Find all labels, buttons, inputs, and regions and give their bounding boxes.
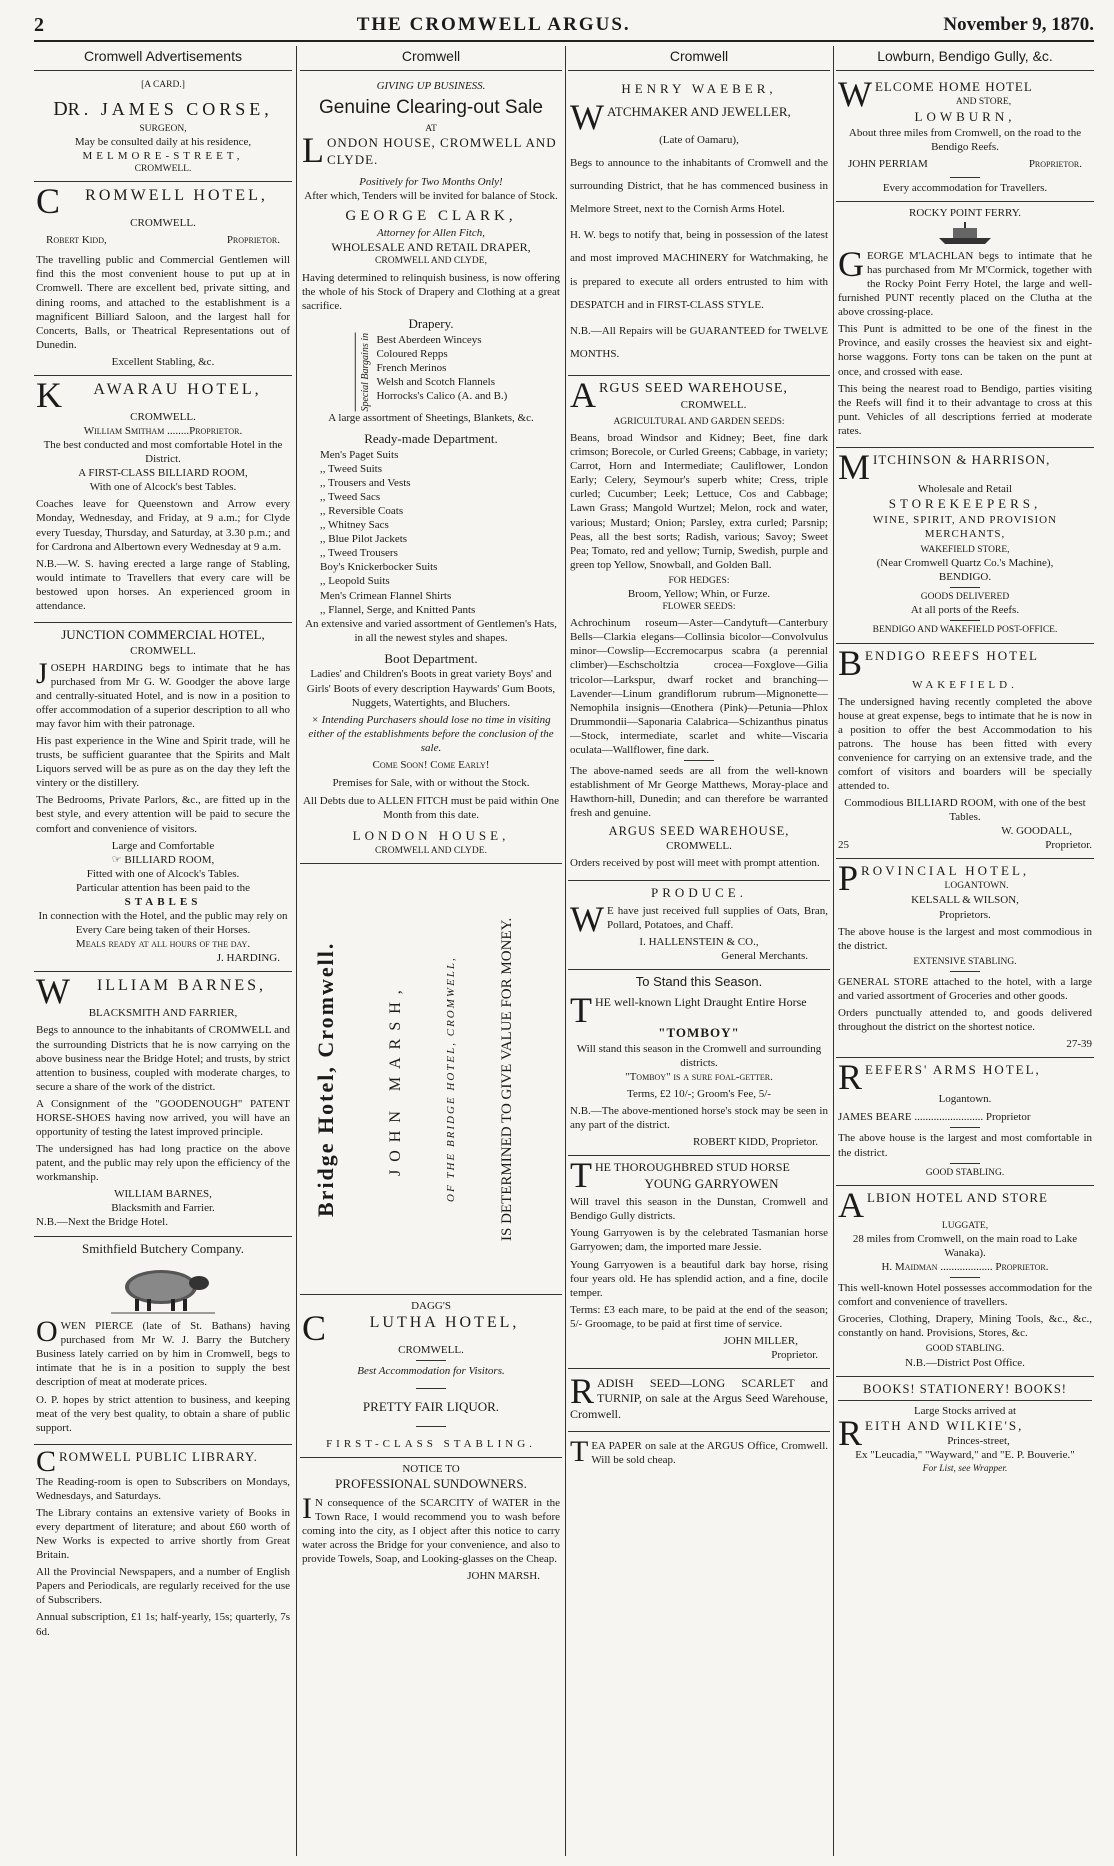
ad-reefers-arms	[836, 1058, 1094, 1185]
ad-title: GEORGE CLARK,	[345, 207, 517, 224]
ad-title: ROCKY POINT FERRY.	[909, 206, 1021, 219]
ad-books	[836, 1377, 1094, 1481]
ad-title: HE THOROUGHBRED STUD HORSE	[595, 1160, 790, 1175]
ad-body: Achrochinum roseum—Aster—Candytuft—Canterbury Bells—Clarkia elegans—Collinsia bicolor—Convolvulus minor—Cowslip—Eccremocarpus scabra (a perennial climber)—Eschscholtzia crocea—Foxglove—Gilia tricolor—Larkspur, dwarf rocket and branching—Lavender—Linum grandiflorum rubrum—Mignonette—Nemophila insignis—Œnothera (Pink)—Petunia—Phlox Drummondii—Saponaria Calabrica—Schizanthus pinatus—Stock, intermediate, scarlet and white—Viscaria oculata—Wallflower, fine dark.	[570, 617, 828, 756]
ad-body: Young Garryowen is a beautiful dark bay horse, rising four years old. He has splendid action, and a fine, docile temper.	[570, 1258, 828, 1299]
drop-cap: B	[838, 642, 863, 683]
ad-body: The undersigned has had long practice on the above patent, and the public may rely upon the efficiency of the workmanship.	[36, 1143, 290, 1184]
ad-line: A FIRST-CLASS BILLIARD ROOM,	[78, 467, 248, 480]
divider	[950, 1127, 980, 1128]
hotel-town: LOWBURN,	[914, 108, 1016, 124]
hotel-town: CROMWELL.	[130, 410, 196, 423]
ad-title: ILLIAM BARNES,	[96, 977, 267, 995]
ad-line: About three miles from Cromwell, on the road to the Bendigo Reefs.	[848, 126, 1082, 153]
list-item: ,, Tweed Sacs	[320, 490, 381, 503]
drop-cap: P	[838, 858, 859, 899]
column-heading: Lowburn, Bendigo Gully, &c.	[836, 46, 1094, 71]
ad-waeber	[568, 75, 830, 376]
page-number: 2	[34, 13, 44, 36]
ad-number: 27-39	[1066, 1038, 1092, 1051]
ad-line: STOREKEEPERS,	[888, 496, 1042, 512]
ad-body: Beans, broad Windsor and Kidney; Beet, fine dark crimson; Borecole, or Curled Greens; Cabbage, in variety; Carrot, Horn and Intermediate; Cauliflower, London Early; Celery, Seymour's superb white; Cress, triple curled; Cucumber; Leek; Lettuce, Cos and Cabbage; Lawn Grass; Mangold Wurtzel; Melon, rock and water, various; Mustard; Onion; Parsley, extra curled; Parsnip; Peas, all the best sorts; Radish, various; Savoy; Sweet Pea; Tomato, red and yellow; Turnip, Swedish, purple and green top Yellow, Snowball, and Golden Ball.	[570, 432, 828, 571]
divider	[950, 1277, 980, 1278]
hotel-town: Logantown.	[938, 1093, 992, 1106]
ad-albion	[836, 1186, 1094, 1377]
hotel-title: ROVINCIAL HOTEL,	[861, 863, 1030, 879]
signature: WILLIAM BARNES,	[114, 1188, 212, 1201]
ad-body: E have just received full supplies of Oats, Bran, Pollard, Potatoes, and Chaff.	[606, 905, 828, 932]
ad-line: Large Stocks arrived at	[913, 1404, 1017, 1417]
signature: ROBERT KIDD, Proprietor.	[692, 1136, 818, 1149]
drop-cap: R	[838, 1057, 863, 1098]
ad-line: NOTICE TO	[402, 1462, 460, 1475]
ad-title: PROFESSIONAL SUNDOWNERS.	[335, 1476, 527, 1492]
bridge-keeper: JOHN MARSH,	[387, 982, 404, 1176]
proprietor-name: KELSALL & WILSON,	[911, 894, 1019, 907]
divider	[416, 1426, 446, 1427]
ad-body: The above house is the largest and most commodious in the district.	[838, 925, 1092, 952]
ad-body: EORGE M'LACHLAN begs to intimate that he has purchased from Mr M'Cormick, together with the Rocky Point Ferry Hotel, the large and well-furnished PUNT recently placed on the Clutha at the above crossing-place.	[838, 249, 1092, 319]
drop-cap: D	[53, 98, 68, 121]
ad-line: AND STORE,	[955, 96, 1012, 107]
bridge-slogan: IS DETERMINED TO GIVE VALUE FOR MONEY.	[499, 917, 515, 1241]
drop-cap: A	[838, 1184, 864, 1225]
proprietor-name: Robert Kidd,	[46, 234, 107, 247]
ad-line: WHOLESALE AND RETAIL DRAPER,	[331, 240, 531, 255]
ad-line: Positively for Two Months Only!	[359, 175, 503, 188]
ad-line: After which, Tenders will be invited for balance of Stock.	[304, 189, 558, 202]
ad-body: Having determined to relinquish business, is now offering the whole of his Stock of Drapery and Clothing at a great sacrifice.	[302, 271, 560, 312]
drop-cap: M	[838, 446, 871, 487]
column-divider	[565, 46, 566, 1856]
ad-bridge-hotel	[300, 864, 562, 1295]
ad-title: RGUS SEED WAREHOUSE,	[599, 380, 788, 396]
ad-line: Terms, £2 10/-; Groom's Fee, 5/-	[627, 1087, 771, 1100]
drop-cap: G	[838, 243, 864, 284]
ad-line: "Tomboy" is a sure foal-getter.	[625, 1070, 773, 1083]
ad-body: Will travel this season in the Dunstan, Cromwell and Bendigo Gully districts.	[570, 1196, 828, 1223]
ad-line: With one of Alcock's best Tables.	[89, 481, 237, 494]
ad-tomboy	[568, 970, 830, 1156]
ad-line: For List, see Wrapper.	[922, 1463, 1008, 1474]
list-item: ,, Tweed Trousers	[320, 547, 398, 560]
ad-line: Commodious BILLIARD ROOM, with one of the best Tables.	[844, 797, 1086, 824]
ad-body: OSEPH HARDING begs to intimate that he has purchased from Mr G. W. Goodger the above large and centrally-situated Hotel, and is now in a position to offer accommodation of a superior description to all who may favor him with their patronage.	[36, 661, 290, 731]
list-item: Boy's Knickerbocker Suits	[320, 561, 438, 574]
ad-line: Ex "Leucadia," "Wayward," and "E. P. Bouverie."	[855, 1449, 1075, 1462]
bridge-subtitle: OF THE BRIDGE HOTEL, CROMWELL,	[445, 956, 457, 1202]
ad-body: Begs to announce to the inhabitants of Cromwell and the surrounding District, that he has commenced business in Melmore Street, next to the Cornish Arms Hotel.	[570, 157, 828, 216]
ad-line: GOODS DELIVERED	[920, 592, 1010, 603]
hotel-title: ENDIGO REEFS HOTEL	[865, 647, 1039, 663]
divider	[950, 587, 980, 588]
signature: I. HALLENSTEIN & CO.,	[639, 936, 759, 949]
list-item: Horrocks's Calico (A. and B.)	[376, 389, 508, 402]
ad-line: Attorney for Allen Fitch,	[377, 227, 485, 240]
ad-title: HENRY WAEBER,	[621, 80, 777, 96]
hotel-title: LBION HOTEL AND STORE	[867, 1189, 1048, 1205]
ad-junction-hotel	[34, 623, 292, 972]
list-item: Best Aberdeen Winceys	[376, 333, 482, 346]
ad-body: The Bedrooms, Private Parlors, &c., are fitted up in the best style, and every attention will be paid to secure the comfort and convenience of visitors.	[36, 794, 290, 835]
ad-garryowen	[568, 1156, 830, 1369]
ad-title: EITH AND WILKIE'S,	[865, 1417, 1024, 1433]
divider	[950, 620, 980, 621]
drop-cap: T	[570, 1155, 592, 1196]
drop-cap: C	[36, 181, 61, 222]
hotel-town: WAKEFIELD.	[912, 678, 1018, 691]
drapery-list	[302, 333, 560, 412]
ready-made-list	[302, 448, 560, 617]
ad-body: This being the nearest road to Bendigo, parties visiting the Reefs will find it to their advantage to cross at this punt. Vehicles of all descriptions ferried at moderate rates.	[838, 382, 1092, 437]
ad-body: Begs to announce to the inhabitants of CROMWELL and the surrounding Districts that he is now carrying on the above business near the Bridge Hotel; and trusts, by strict attention to business, coupled with moderate charges, to secure a share of the work of the district.	[36, 1024, 290, 1093]
ad-headline: Genuine Clearing-out Sale	[319, 96, 543, 118]
column-2	[300, 46, 562, 1856]
ad-line: Premises for Sale, with or without the Stock.	[332, 776, 530, 789]
section-heading: FOR HEDGES:	[668, 575, 730, 586]
ad-note: × Intending Purchasers should lose no time in visiting either of the establishments before the conclusion of the sale.	[308, 713, 554, 754]
drop-cap: C	[36, 1444, 57, 1478]
ad-body: EA PAPER on sale at the ARGUS Office, Cromwell. Will be sold cheap.	[591, 1440, 828, 1467]
ad-body: H. W. begs to notify that, being in possession of the latest and most improved MACHINERY for Watchmaking, he is prepared to execute all orders entrusted to him with DESPATCH and in FIRST-CLASS STYLE.	[570, 229, 828, 311]
ad-note: N.B.—District Post Office.	[905, 1356, 1025, 1369]
ad-body: WEN PIERCE (late of St. Bathans) having purchased from Mr W. J. Barry the Butchery Business lately carried on by him in Cromwell, begs to intimate that he is in a position to supply the best description of meat at moderate prices.	[36, 1320, 290, 1389]
ad-line: Every accommodation for Travellers.	[882, 181, 1048, 194]
section-heading: Ready-made Department.	[364, 431, 498, 447]
drop-cap: R	[570, 1371, 595, 1412]
horse-name: YOUNG GARRYOWEN	[644, 1175, 779, 1191]
drop-cap: W	[838, 73, 872, 114]
ad-library	[34, 1445, 292, 1648]
ad-corse	[34, 75, 292, 182]
ad-footer: CROMWELL.	[666, 840, 732, 853]
hotel-title: EEFERS' ARMS HOTEL,	[865, 1062, 1041, 1078]
list-item: Men's Paget Suits	[320, 448, 399, 461]
ad-subtitle: ATCHMAKER AND JEWELLER,	[606, 104, 791, 120]
corse-town: CROMWELL.	[134, 163, 192, 174]
newspaper-title: THE CROMWELL ARGUS.	[356, 14, 631, 35]
drop-cap: R	[838, 1412, 863, 1453]
ad-line: A large assortment of Sheetings, Blankets, &c.	[328, 412, 534, 425]
section-heading: Drapery.	[408, 315, 454, 331]
ad-line: Best Accommodation for Visitors.	[357, 1365, 505, 1378]
ad-produce	[568, 881, 830, 971]
ad-subtitle: BLACKSMITH AND FARRIER,	[88, 1007, 238, 1020]
ad-line: BENDIGO.	[938, 571, 992, 584]
drop-cap: I	[302, 1491, 312, 1525]
ad-line: AT	[425, 124, 437, 135]
ad-title: To Stand this Season.	[635, 974, 763, 990]
section-heading: AGRICULTURAL AND GARDEN SEEDS:	[613, 416, 785, 427]
ad-line: CROMWELL AND CLYDE,	[375, 256, 487, 267]
ad-footer: Excellent Stabling, &c.	[111, 355, 215, 368]
ad-body: His past experience in the Wine and Spirit trade, will he trusts, be sufficient guarantee that the Spirits and Malt Liquors served will be as pure as on the day they left the vintery or the distillery.	[36, 735, 290, 790]
corse-line: May be consulted daily at his residence,	[74, 135, 252, 148]
ad-body: Young Garryowen is by the celebrated Tasmanian horse Garryowen; dam, the imported mare Jessie.	[570, 1227, 828, 1254]
ad-cromwell-hotel	[34, 182, 292, 376]
signature: W. GOODALL,	[1001, 825, 1072, 838]
divider	[416, 1360, 446, 1361]
column-heading: Cromwell	[568, 46, 830, 71]
column-1	[34, 46, 292, 1856]
divider	[950, 1163, 980, 1164]
ferry-punt-icon	[935, 222, 995, 246]
sheep-icon	[103, 1261, 223, 1315]
ad-line: Come Soon! Come Early!	[372, 758, 490, 771]
drop-cap: L	[302, 130, 324, 171]
ad-body: Orders punctually attended to, and goods delivered throughout the district on the shortest notice.	[838, 1007, 1092, 1034]
proprietor-role: Proprietor.	[226, 234, 280, 247]
hotel-title: ROMWELL HOTEL,	[85, 187, 268, 205]
ad-line: DAGG'S	[411, 1300, 451, 1312]
ad-body: All the Provincial Newspapers, and a number of English Papers and Periodicals, are regularly received for the use of Subscribers.	[36, 1566, 290, 1607]
ad-title: ITCHINSON & HARRISON,	[873, 451, 1051, 467]
drop-cap: W	[570, 899, 604, 940]
divider	[684, 760, 714, 761]
column-4	[836, 46, 1094, 1856]
signature: Blacksmith and Farrier.	[111, 1202, 215, 1215]
ad-body: The travelling public and Commercial Gentlemen will find this the most convenient house to put up at in Cromwell. There are excellent bed, private sitting, and dining rooms, and attached to the establishment is a magnificent Billiard Saloon, and the largest hall for Concerts, Balls, or Theatrical Representations out of Dunedin.	[36, 254, 290, 351]
ad-line: BILLIARD ROOM,	[124, 853, 215, 866]
ad-line: Will stand this season in the Cromwell and surrounding districts.	[576, 1042, 822, 1069]
ad-note: N.B.—All Repairs will be GUARANTEED for TWELVE MONTHS.	[570, 324, 828, 360]
horse-name: "TOMBOY"	[658, 1025, 740, 1041]
signature: J. HARDING.	[216, 952, 280, 965]
ad-body: The undersigned having recently completed the above house at great expense, begs to intimate that he is now in a position to offer the best Accommodation to his patrons. The house has been fitted with every convenience for carrying on an extensive trade, and the comfort of visitors and boarders will be specially attended to.	[838, 695, 1092, 793]
proprietor-name: H. Maidman ................... Proprietor.	[881, 1261, 1049, 1274]
list-item: ,, Reversible Coats	[320, 505, 404, 518]
ad-provincial	[836, 859, 1094, 1058]
proprietor-role: Proprietors.	[939, 908, 991, 921]
list-item: Welsh and Scotch Flannels	[376, 375, 496, 388]
ad-line: Particular attention has been paid to the	[75, 881, 251, 894]
list-item: ,, Leopold Suits	[320, 575, 390, 588]
list-item: ,, Trousers and Vests	[320, 476, 411, 489]
signature: Proprietor.	[1045, 839, 1092, 852]
list-item: Men's Crimean Flannel Shirts	[320, 589, 452, 602]
ad-body: The above house is the largest and most comfortable in the district.	[838, 1132, 1092, 1159]
ad-body: This Punt is admitted to be one of the finest in the Province, and easily crosses the heaviest six and eight-horse waggons. Forty tons can be taken on the punt at once, and crossed with ease.	[838, 323, 1092, 378]
bridge-hotel-title: Bridge Hotel, Cromwell.	[313, 941, 338, 1217]
ad-note: N.B.—Next the Bridge Hotel.	[36, 1216, 168, 1229]
ad-radish	[568, 1369, 830, 1432]
ad-line: GOOD STABLING.	[925, 1167, 1005, 1178]
ad-line: Large and Comfortable	[111, 839, 215, 852]
ad-line: STABLES	[124, 895, 202, 908]
signature: Proprietor.	[771, 1349, 818, 1361]
ad-tea-paper	[568, 1432, 830, 1476]
ad-footer: ARGUS SEED WAREHOUSE,	[608, 824, 790, 839]
column-3	[568, 46, 830, 1856]
ad-line: EXTENSIVE STABLING.	[913, 956, 1017, 967]
drop-cap: O	[36, 1315, 58, 1349]
ad-title: PRODUCE.	[651, 884, 747, 900]
ad-note: Orders received by post will meet with prompt attention.	[570, 857, 820, 870]
ad-body: This well-known Hotel possesses accommodation for the comfort and convenience of travellers.	[838, 1282, 1092, 1309]
ad-line: Princes-street,	[947, 1435, 1010, 1448]
ad-footer: CROMWELL AND CLYDE.	[375, 845, 487, 856]
ad-body: ADISH SEED—LONG SCARLET and TURNIP, on sale at the Argus Seed Warehouse, Cromwell.	[570, 1376, 828, 1421]
ad-note: N.B.—The above-mentioned horse's stock may be seen in any part of the district.	[570, 1105, 828, 1132]
ad-line: Meals ready at all hours of the day.	[75, 938, 251, 951]
column-divider	[833, 46, 834, 1856]
masthead	[34, 10, 1094, 42]
divider	[416, 1388, 446, 1389]
ad-body: A Consignment of the "GOODENOUGH" PATENT HORSE-SHOES having now arrived, you will have an opportunity of testing the latest improved principle.	[36, 1097, 290, 1138]
hotel-town: LOGANTOWN.	[944, 881, 1009, 892]
ad-title: BOOKS! STATIONERY! BOOKS!	[838, 1381, 1092, 1401]
divider	[950, 971, 980, 972]
ad-sundowners	[300, 1458, 562, 1589]
drop-cap: C	[302, 1308, 327, 1349]
proprietor-name: JOHN PERRIAM	[848, 157, 928, 170]
ad-butchery	[34, 1237, 292, 1445]
ad-body: Terms: £3 each mare, to be paid at the end of the season; 5/- Groomage, to be paid at first time of service.	[570, 1303, 828, 1330]
ad-mitchinson	[836, 448, 1094, 644]
ad-fitch-sale	[300, 75, 562, 864]
corse-name	[36, 97, 290, 123]
ad-body: The Reading-room is open to Subscribers on Mondays, Wednesdays, and Saturdays.	[36, 1475, 290, 1502]
ad-line: Fitted with one of Alcock's Tables.	[86, 867, 240, 880]
hotel-title: LUTHA HOTEL,	[369, 1314, 520, 1332]
ad-body: O. P. hopes by strict attention to business, and keeping meat of the very best quality, to obtain a share of public support.	[36, 1393, 290, 1434]
ad-line: An extensive and varied assortment of Gentlemen's Hats, in all the newest styles and shapes.	[305, 617, 557, 644]
drop-cap: K	[36, 374, 62, 415]
ad-line: WAKEFIELD STORE,	[920, 544, 1010, 555]
ad-body: N consequence of the SCARCITY of WATER in the Town Race, I would recommend you to wash before coming into the city, as I object after this notice to carry water across the Bridge for your convenience, and also to provide Towels, Soap, and Looking-glasses on the Cheap.	[302, 1496, 560, 1565]
ad-line: CROMWELL.	[680, 398, 747, 411]
hotel-town: CROMWELL.	[130, 644, 196, 657]
ad-line: In connection with the Hotel, and the public may rely on	[38, 910, 288, 923]
corse-street: MELMORE-STREET,	[82, 149, 244, 162]
section-heading: FLOWER SEEDS:	[662, 602, 736, 613]
ad-line: (Late of Oamaru),	[659, 134, 739, 147]
hotel-title: AWARAU HOTEL,	[93, 380, 262, 398]
ad-title: ROMWELL PUBLIC LIBRARY.	[59, 1448, 258, 1464]
proprietor-name: William Smitham ........Proprietor.	[83, 424, 243, 437]
ad-argus-seed	[568, 376, 830, 881]
proprietor-name: JAMES BEARE ......................... Proprietor	[838, 1111, 1031, 1124]
list-item: ,, Flannel, Serge, and Knitted Pants	[320, 603, 476, 616]
ad-line: Wholesale and Retail	[917, 482, 1013, 495]
drop-cap: J	[36, 656, 48, 690]
ad-line: WINE, SPIRIT, AND PROVISION MERCHANTS,	[872, 513, 1058, 540]
hotel-town: CROMWELL.	[130, 217, 196, 230]
ad-kicker: GIVING UP BUSINESS.	[376, 79, 486, 92]
ad-line: Broom, Yellow; Whin, or Furze.	[627, 588, 771, 601]
bracket-label: Special Bargains in	[355, 333, 373, 412]
ad-note: The above-named seeds are all from the well-known establishment of Mr George Matthews, Moray-place and Hawthorn-hill, Dunedin; and can therefore be warranted fresh and genuine.	[570, 765, 828, 820]
ad-body: Ladies' and Children's Boots in great variety Boys' and Girls' Boots of every description Haywards' Gum Boots, Nuggets, Watertights, and Bluchers.	[306, 668, 556, 709]
name-text: R. JAMES CORSE,	[67, 99, 273, 120]
hotel-title: ELCOME HOME HOTEL	[874, 78, 1033, 94]
column-heading: Cromwell	[300, 46, 562, 71]
list-item: Coloured Repps	[376, 347, 448, 360]
column-divider	[296, 46, 297, 1856]
hotel-title: JUNCTION COMMERCIAL HOTEL,	[61, 627, 265, 642]
list-item: French Merinos	[376, 361, 447, 374]
ad-line: BENDIGO AND WAKEFIELD POST-OFFICE.	[872, 625, 1058, 636]
card-label: [A CARD.]	[141, 79, 185, 90]
ad-clutha-hotel	[300, 1295, 562, 1458]
ad-kawarau	[34, 376, 292, 623]
ad-body: Coaches leave for Queenstown and Arrow every Monday, Wednesday, and Friday, at 9 a.m.; for Clyde every Tuesday, Thursday, and Saturday, at 3.30 p.m.; and for Cardrona and Albertown every Wednesday at 9 a.m.	[36, 498, 290, 553]
ad-line: (Near Cromwell Quartz Co.'s Machine),	[876, 556, 1054, 569]
ad-note: N.B.—W. S. having erected a large range of Stabling, would intimate to Travellers that every care will be bestowed upon horses. An experienced groom in attendance.	[36, 557, 290, 612]
list-item: ,, Whitney Sacs	[320, 519, 389, 532]
corse-role: SURGEON,	[139, 123, 187, 134]
ad-line: GOOD STABLING.	[925, 1344, 1005, 1355]
signature: General Merchants.	[721, 950, 808, 963]
ad-welcome-home	[836, 75, 1094, 202]
ad-number: 25	[838, 839, 849, 852]
ad-line: At all ports of the Reefs.	[910, 604, 1020, 617]
signature: JOHN MARSH.	[467, 1570, 540, 1583]
ad-line: All Debts due to ALLEN FITCH must be paid within One Month from this date.	[302, 795, 560, 822]
ad-body: Groceries, Clothing, Drapery, Mining Tools, &c., &c., constantly on hand. Provisions, Stores, &c.	[838, 1313, 1092, 1340]
ad-line: FIRST-CLASS STABLING.	[326, 1437, 536, 1450]
ad-line: The best conducted and most comfortable Hotel in the District.	[43, 439, 283, 466]
drop-cap: A	[570, 374, 596, 415]
proprietor-role: Proprietor.	[1028, 157, 1082, 170]
ad-bendigo-reefs	[836, 644, 1094, 860]
column-heading: Cromwell Advertisements	[34, 46, 292, 71]
drop-cap: W	[36, 971, 70, 1012]
list-item: ,, Tweed Suits	[320, 462, 382, 475]
ad-line: PRETTY FAIR LIQUOR.	[362, 1399, 500, 1415]
drop-cap: T	[570, 990, 592, 1031]
drop-cap: T	[570, 1435, 589, 1469]
ad-line: 28 miles from Cromwell, on the main road to Lake Wanaka).	[852, 1232, 1078, 1259]
ad-line: HE well-known Light Draught Entire Horse	[595, 995, 807, 1010]
divider	[950, 177, 980, 178]
ad-body: Annual subscription, £1 1s; half-yearly, 15s; quarterly, 7s 6d.	[36, 1611, 290, 1638]
ad-body: GENERAL STORE attached to the hotel, with a large and varied assortment of Groceries and other goods.	[838, 975, 1092, 1002]
hotel-town: CROMWELL.	[398, 1344, 464, 1357]
issue-date: November 9, 1870.	[943, 14, 1094, 35]
ad-footer: LONDON HOUSE,	[352, 828, 510, 844]
ad-rocky-point-ferry	[836, 202, 1094, 448]
pointing-hand-icon: ☞	[111, 853, 125, 866]
drop-cap: W	[570, 97, 604, 138]
ad-barnes	[34, 972, 292, 1236]
signature: JOHN MILLER,	[723, 1334, 798, 1347]
ad-line: Every Care being taken of their Horses.	[75, 924, 251, 937]
ad-title: ONDON HOUSE, CROMWELL AND CLYDE.	[327, 135, 557, 168]
ad-body: The Library contains an extensive variety of Books in every department of literature; and about £60 worth of New Works is expected to arrive shortly from Great Britain.	[36, 1506, 290, 1562]
hotel-town: LUGGATE,	[941, 1220, 989, 1231]
section-heading: Boot Department.	[384, 650, 478, 666]
list-item: ,, Blue Pilot Jackets	[320, 533, 408, 546]
ad-title: Smithfield Butchery Company.	[82, 1240, 244, 1256]
